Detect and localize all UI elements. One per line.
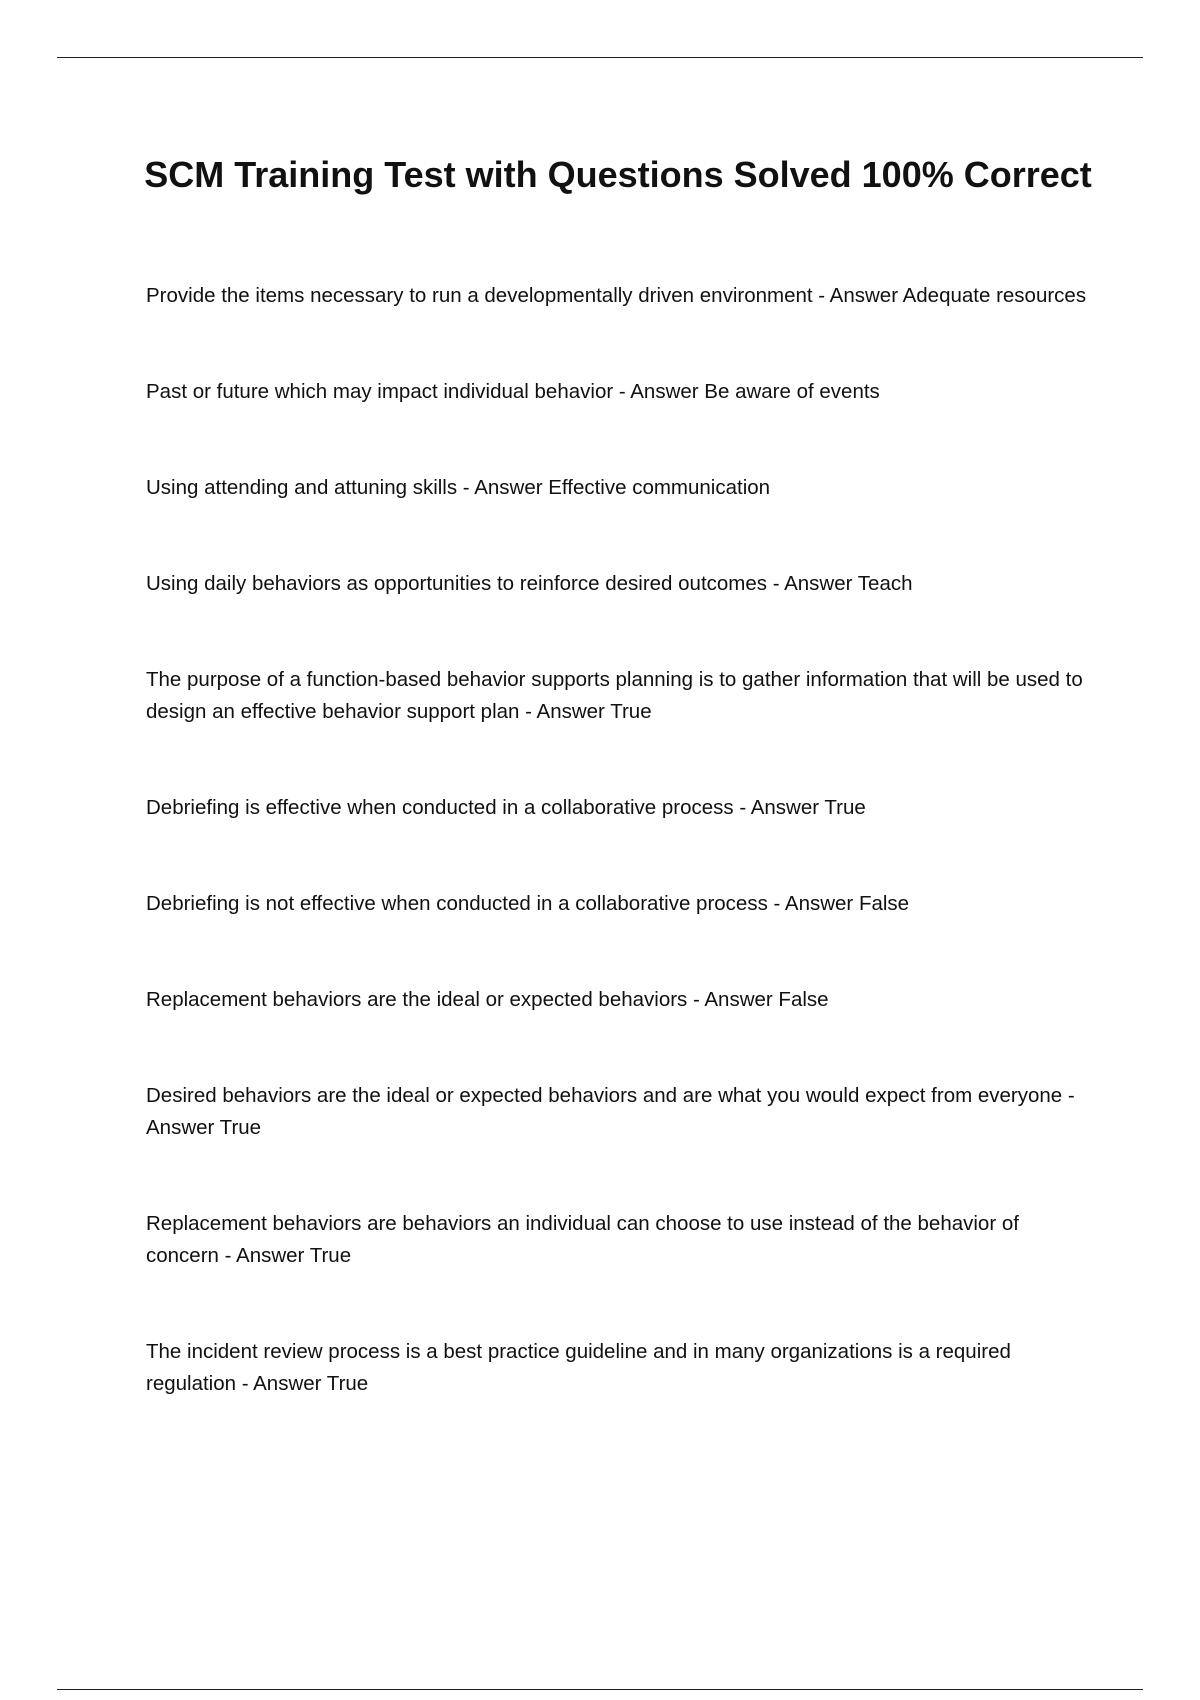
footer-rule xyxy=(57,1689,1143,1690)
qa-item: Replacement behaviors are the ideal or expected behaviors - Answer False xyxy=(146,988,829,1011)
qa-list xyxy=(146,280,1096,1400)
qa-item: Debriefing is effective when conducted in a collaborative process - Answer True xyxy=(146,796,866,819)
header-rule xyxy=(57,57,1143,58)
qa-item: Past or future which may impact individual behavior - Answer Be aware of events xyxy=(146,380,880,403)
qa-item: Replacement behaviors are behaviors an individual can choose to use instead of the behavior of concern - Answer True xyxy=(146,1212,1019,1267)
qa-item: Using attending and attuning skills - Answer Effective communication xyxy=(146,476,771,499)
qa-item: Using daily behaviors as opportunities to reinforce desired outcomes - Answer Teach xyxy=(146,572,913,595)
qa-item: Debriefing is not effective when conducted in a collaborative process - Answer False xyxy=(146,892,910,915)
qa-item: Provide the items necessary to run a developmentally driven environment - Answer Adequate resources xyxy=(146,284,1087,307)
qa-item: The incident review process is a best practice guideline and in many organizations is a required regulation - Answer True xyxy=(146,1340,1011,1395)
qa-item: The purpose of a function-based behavior supports planning is to gather information that will be used to design an effective behavior support plan - Answer True xyxy=(146,668,1083,723)
qa-item: Desired behaviors are the ideal or expected behaviors and are what you would expect from everyone - Answer True xyxy=(146,1084,1075,1139)
document-title: SCM Training Test with Questions Solved 100% Correct xyxy=(144,154,1092,195)
